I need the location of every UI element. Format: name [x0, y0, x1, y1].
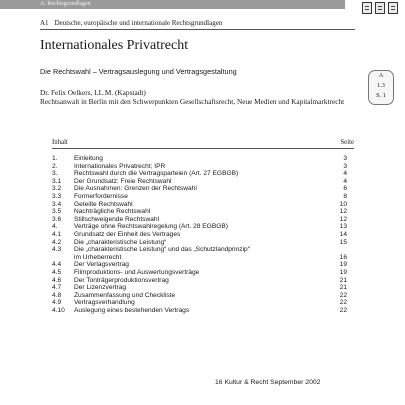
- toc-entry-page: 19: [339, 268, 347, 276]
- margin-tab-line: 1.3: [377, 82, 385, 89]
- toc-entry-page: 19: [339, 261, 347, 269]
- toc-entry-page: 6: [343, 185, 347, 193]
- toc-entry-title: Der Lizenzvertrag: [74, 284, 127, 292]
- toc-entry-number: 3.4: [52, 200, 62, 208]
- toc-entry-number: 4.10: [52, 306, 65, 314]
- toc-entry-number: 4.: [52, 223, 58, 231]
- toc-entry-number: 3.2: [52, 185, 62, 193]
- toc-entry-page: 22: [339, 291, 347, 299]
- toc-entry-page: 16: [339, 253, 347, 261]
- section-number: A1: [40, 19, 49, 27]
- toc-entry-title: Verträge ohne Rechtswahlregelung (Art. 28 EGBGB): [74, 223, 228, 231]
- toc-entry-title: Einleitung: [74, 155, 103, 162]
- toc-entry: [52, 185, 347, 193]
- toc-entry-number: 3.3: [52, 192, 62, 200]
- toc-entry-number: 1.: [52, 155, 58, 162]
- toc-entry-page: 12: [339, 208, 347, 216]
- table-of-contents: [52, 155, 347, 314]
- toc-entry: [52, 178, 347, 186]
- toc-entry-title: Geteilte Rechtswahl: [74, 200, 133, 208]
- section-header: [40, 19, 222, 28]
- toc-entry-number: 4.9: [52, 299, 62, 307]
- toc-entry-page: 22: [339, 299, 347, 307]
- article-title: Internationales Privatrecht: [40, 38, 189, 53]
- toc-entry-page: 21: [339, 284, 347, 292]
- toc-entry-number: 2.: [52, 162, 58, 170]
- toc-entry-number: 3.5: [52, 208, 62, 216]
- toc-rule: [52, 148, 354, 149]
- toc-entry-page: 21: [339, 276, 347, 284]
- toc-entry-title: Auslegung eines bestehenden Vertrags: [74, 306, 190, 314]
- toc-entry: [52, 170, 347, 178]
- toc-entry: [52, 261, 347, 269]
- toc-entry: [52, 246, 347, 254]
- toc-entry-page: 10: [339, 200, 347, 208]
- toc-entry-title: Die „charakteristische Leistung“: [74, 238, 167, 246]
- toc-entry: [52, 269, 347, 277]
- document-icon: [375, 2, 385, 14]
- toc-entry-number: 4.1: [52, 230, 62, 238]
- toc-entry-number: 3.: [52, 170, 58, 178]
- toc-entry: [52, 292, 347, 300]
- toc-entry: [52, 254, 347, 262]
- margin-tab-line: A: [378, 72, 384, 79]
- toc-header: [52, 139, 354, 147]
- toc-entry-number: 4.7: [52, 284, 62, 292]
- toc-entry: [52, 231, 347, 239]
- chapter-band: [0, 0, 345, 9]
- toc-entry-page: 4: [343, 170, 347, 178]
- page-footer: 16 Kultur & Recht September 2002: [215, 379, 321, 386]
- toc-entry: [52, 284, 347, 292]
- toc-entry-number: 4.2: [52, 238, 62, 246]
- toc-entry: [52, 277, 347, 285]
- toc-entry-page: 12: [339, 215, 347, 223]
- toc-entry-page: 3: [343, 155, 347, 162]
- chapter-label: A. Rechtsgrundlagen: [40, 1, 91, 7]
- section-title: Deutsche, europäische und internationale Rechtsgrundlagen: [54, 19, 223, 27]
- toc-entry-page: 22: [339, 306, 347, 314]
- toc-entry-title: im Urheberrecht: [74, 253, 122, 261]
- toc-entry: [52, 239, 347, 247]
- toc-entry-title: Internationales Privatrecht; IPR: [74, 162, 166, 170]
- toc-entry: [52, 299, 347, 307]
- toc-entry-page: 13: [339, 223, 347, 231]
- author-affiliation: Rechtsanwalt in Berlin mit den Schwerpunkten Gesellschaftsrecht, Neue Medien und Kapitalmarktrecht: [40, 97, 345, 106]
- toc-entry: [52, 163, 347, 171]
- toc-entry-page: 8: [343, 192, 347, 200]
- toc-entry-title: Zusammenfassung und Checkliste: [74, 291, 176, 299]
- toc-entry-number: 4.3: [52, 246, 62, 254]
- margin-tab: [368, 70, 394, 105]
- document-icon: [362, 2, 372, 14]
- toc-entry-title: Die „charakteristische Leistung“ und das „Schutzlandprinzip“: [74, 246, 250, 254]
- toc-entry-page: 4: [343, 177, 347, 185]
- toc-entry-number: 4.6: [52, 276, 62, 284]
- toc-entry-title: Der Tonträgerproduktionsvertrag: [74, 276, 169, 284]
- margin-tab-line: S. 1: [376, 92, 386, 99]
- toc-entry-title: Formerfordernisse: [74, 192, 128, 200]
- toc-entry-title: Nachträgliche Rechtswahl: [74, 208, 151, 216]
- document-icon: [388, 2, 398, 14]
- toc-entry-title: Der Verlagsvertrag: [74, 261, 129, 269]
- toc-entry-number: 4.4: [52, 261, 62, 269]
- toc-entry: [52, 223, 347, 231]
- toc-entry: [52, 201, 347, 209]
- toc-entry: [52, 307, 347, 315]
- article-subtitle: Die Rechtswahl – Vertragsauslegung und Vertragsgestaltung: [40, 67, 237, 76]
- toc-entry-page: 15: [339, 238, 347, 246]
- toc-entry-title: Grundsatz der Einheit des Vertrages: [74, 230, 181, 238]
- toc-entry-title: Filmproduktions- und Auswertungsverträge: [74, 268, 200, 276]
- header-rule: [40, 29, 355, 30]
- toc-entry: [52, 216, 347, 224]
- toc-entry-number: 3.6: [52, 215, 62, 223]
- author-name: Dr. Felix Oelkers, LL.M. (Kapstadt): [40, 88, 146, 97]
- toc-entry-title: Die Ausnahmen: Grenzen der Rechtswahl: [74, 185, 197, 193]
- toc-entry-title: Vertragsverhandlung: [74, 299, 135, 307]
- toc-entry-number: 4.8: [52, 291, 62, 299]
- toc-entry: [52, 155, 347, 163]
- toc-entry-title: Der Grundsatz: Freie Rechtswahl: [74, 177, 172, 185]
- toc-entry-number: 4.5: [52, 268, 62, 276]
- toc-entry-title: Rechtswahl durch die Vertragsparteien (Art. 27 EGBGB): [74, 170, 239, 178]
- toc-entry: [52, 193, 347, 201]
- toc-entry-page: 14: [339, 230, 347, 238]
- toc-entry-page: 3: [343, 162, 347, 170]
- toc-label: Inhalt: [52, 139, 68, 146]
- toc-entry-title: Stillschweigende Rechtswahl: [74, 215, 160, 223]
- toc-page-label: Seite: [340, 139, 354, 146]
- toc-entry-number: 3.1: [52, 177, 62, 185]
- toc-entry: [52, 208, 347, 216]
